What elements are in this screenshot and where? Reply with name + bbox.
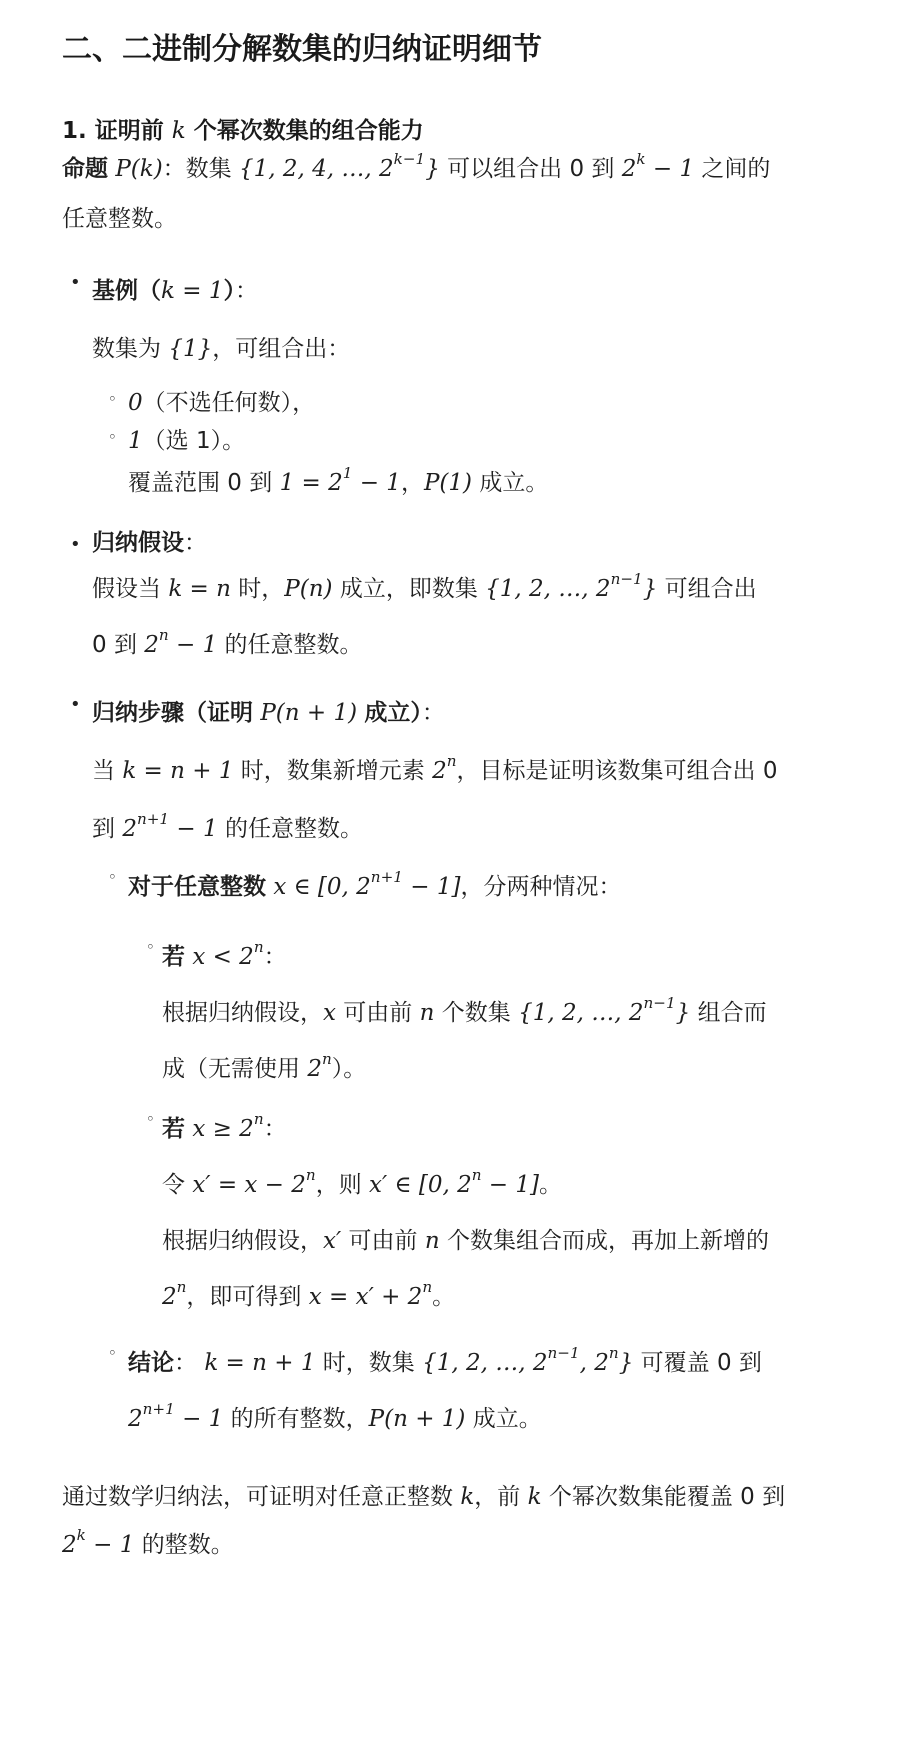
base-bullet: • <box>70 272 81 293</box>
base-cover <box>128 463 549 498</box>
base-label-end: ） <box>223 278 235 304</box>
case2-line-3 <box>162 1277 456 1312</box>
step-bound-tail: − 1 <box>169 816 218 842</box>
hypothesis-line-2 <box>92 625 363 660</box>
base-item-2-bullet: ◦ <box>108 428 117 446</box>
case1-line-1 <box>162 993 767 1028</box>
case1-line-1-a: 根据归纳假设， <box>162 1000 323 1026</box>
case1-line-1-b: 可由前 <box>343 1000 413 1026</box>
proposition-name: P(k) <box>115 156 163 182</box>
conclusion-p: P(n + 1) <box>368 1406 466 1432</box>
base-cover-math <box>279 463 401 496</box>
step-line-1 <box>92 751 778 786</box>
step-label-a: 归纳步骤（证明 <box>92 700 253 726</box>
case1-set-close: } <box>675 1000 691 1026</box>
case2-n: n <box>424 1228 440 1254</box>
conclusion-bound-base: 2 <box>128 1406 143 1432</box>
hypothesis-set <box>485 569 658 602</box>
subsection-title <box>62 112 424 145</box>
base-cover-tail: − 1 <box>352 470 401 496</box>
hypothesis-set-close: } <box>642 576 658 602</box>
any-math-exp: n+1 <box>370 867 403 886</box>
case2-x: x′ <box>323 1228 342 1254</box>
base-item-1-note: （不选任何数）， <box>142 390 316 416</box>
closing-k: k <box>460 1484 475 1510</box>
proposition-line-1 <box>62 149 771 184</box>
case2-math-exp: n <box>253 1109 264 1128</box>
base-cover-a: 覆盖范围 0 到 <box>128 470 273 496</box>
case1-set-body: {1, 2, …, 2 <box>518 1000 644 1026</box>
hypothesis-bound-base: 2 <box>144 632 159 658</box>
conclusion-set <box>422 1343 634 1376</box>
subsection-title-suffix: 个幂次数集的组合能力 <box>193 118 424 144</box>
proposition-set-close: } <box>425 156 440 182</box>
case2-power-exp: n <box>176 1277 187 1296</box>
base-item-1-value: 0 <box>128 390 143 416</box>
proposition-set <box>238 149 440 182</box>
case2-m3 <box>308 1277 433 1310</box>
case2-label: 若 <box>162 1116 185 1142</box>
case2-line-1-c: 。 <box>538 1172 562 1198</box>
case1-line-2-b: ）。 <box>331 1056 367 1082</box>
conclusion-bound-exp: n+1 <box>142 1399 175 1418</box>
step-new-element-exp: n <box>446 751 457 770</box>
closing-line-2-a: 的整数。 <box>141 1532 234 1558</box>
base-cover-b: ， <box>400 470 424 496</box>
step-line-1-c: ，目标是证明该数集可组合出 0 <box>456 758 778 784</box>
hypothesis-bound <box>144 625 218 658</box>
case1-heading <box>162 937 287 972</box>
case1-line-1-c: 个数集 <box>441 1000 511 1026</box>
step-bullet: • <box>70 694 81 715</box>
subsection-title-var: k <box>171 118 186 144</box>
case2-m1-exp: n <box>305 1165 316 1184</box>
hypothesis-line-1-d: 可组合出 <box>664 576 757 602</box>
proposition-set-exp: k−1 <box>393 149 426 168</box>
conclusion-set-mid: , 2 <box>579 1350 609 1376</box>
proposition-bound-base: 2 <box>621 156 637 182</box>
base-item-2 <box>128 428 245 456</box>
proposition-bound <box>621 149 695 182</box>
subsection-title-prefix: 1. 证明前 <box>62 118 164 144</box>
closing-line-1-a: 通过数学归纳法，可证明对任意正整数 <box>62 1484 453 1510</box>
conclusion-bound-tail: − 1 <box>174 1406 224 1432</box>
conclusion-set-exp-2: n <box>608 1343 619 1362</box>
case2-m2 <box>369 1165 539 1198</box>
any-math-body: x ∈ [0, 2 <box>273 874 371 900</box>
proposition-text-2: 可以组合出 0 到 <box>447 156 615 182</box>
proposition-text-3: 之间的 <box>701 156 771 182</box>
base-cover-p: P(1) <box>423 470 472 496</box>
case2-line-1-a: 令 <box>162 1172 185 1198</box>
step-line-1-b: 时，数集新增元素 <box>240 758 425 784</box>
case2-m2-body: x′ ∈ [0, 2 <box>369 1172 472 1198</box>
case2-line-3-a: ，即可得到 <box>186 1284 302 1310</box>
hypothesis-bound-tail: − 1 <box>168 632 218 658</box>
conclusion-set-close: } <box>618 1350 634 1376</box>
step-line-2-a: 到 <box>92 816 115 842</box>
conclusion-text-a: 时，数集 <box>322 1350 415 1376</box>
case1-line-2-a: 成（无需使用 <box>162 1056 300 1082</box>
base-label: 基例（ <box>92 278 161 304</box>
case1-power-base: 2 <box>307 1056 322 1082</box>
step-bound <box>122 809 218 842</box>
step-cond: k = n + 1 <box>122 758 234 784</box>
case2-line-2-a: 根据归纳假设， <box>162 1228 323 1254</box>
conclusion-bullet: ◦ <box>108 1344 117 1362</box>
step-new-element <box>432 751 457 784</box>
conclusion-line-2-b: 成立。 <box>472 1406 542 1432</box>
case1-power-exp: n <box>321 1049 332 1068</box>
step-label-b: 成立） <box>364 700 422 726</box>
case2-m2-tail: − 1] <box>481 1172 539 1198</box>
case1-math <box>192 937 264 970</box>
proposition-set-body: {1, 2, 4, …, 2 <box>238 156 394 182</box>
conclusion-bound <box>128 1399 224 1432</box>
hypothesis-line-1-c: 成立，即数集 <box>339 576 478 602</box>
closing-line-1-c: 个幂次数集能覆盖 0 到 <box>548 1484 786 1510</box>
hypothesis-heading <box>92 530 207 558</box>
base-cover-exp: 1 <box>342 463 353 482</box>
proposition-label: 命题 <box>62 156 108 182</box>
conclusion-text-b: 可覆盖 0 到 <box>640 1350 762 1376</box>
hypothesis-line-1-a: 假设当 <box>92 576 161 602</box>
case2-line-3-b: 。 <box>432 1284 456 1310</box>
base-item-2-note: （选 1）。 <box>142 428 246 454</box>
case2-line-1 <box>162 1165 562 1200</box>
base-intro-a: 数集为 <box>92 336 161 362</box>
section-heading: 二、二进制分解数集的归纳证明细节 <box>62 32 542 67</box>
case2-m2-exp: n <box>471 1165 482 1184</box>
base-intro-b: ，可组合出： <box>212 336 351 362</box>
closing-bound-exp: k <box>76 1525 86 1544</box>
case1-set-exp: n−1 <box>643 993 676 1012</box>
step-heading <box>92 700 445 728</box>
closing-line-1 <box>62 1484 785 1512</box>
case1-n: n <box>419 1000 435 1026</box>
hypothesis-colon: ： <box>184 530 207 556</box>
base-colon: ： <box>234 278 258 304</box>
case2-line-2 <box>162 1228 769 1256</box>
base-intro <box>92 336 350 364</box>
hypothesis-line-1-b: 时， <box>238 576 285 602</box>
proposition-bound-exp: k <box>636 149 646 168</box>
conclusion-set-body: {1, 2, …, 2 <box>422 1350 548 1376</box>
hypothesis-set-exp: n−1 <box>610 569 643 588</box>
case2-heading <box>162 1109 287 1144</box>
case2-power-base: 2 <box>162 1284 177 1310</box>
case2-colon: ： <box>263 1116 287 1142</box>
proposition-text-1: ：数集 <box>162 156 232 182</box>
any-math <box>273 867 461 900</box>
step-new-element-base: 2 <box>432 758 447 784</box>
hypothesis-line-2-b: 的任意整数。 <box>224 632 363 658</box>
base-heading <box>92 278 258 306</box>
case1-x: x <box>323 1000 336 1026</box>
base-cover-c: 成立。 <box>479 470 549 496</box>
step-bound-base: 2 <box>122 816 137 842</box>
conclusion-colon: ： <box>174 1350 197 1376</box>
hypothesis-label: 归纳假设 <box>92 530 184 556</box>
case2-m3-body: x = x′ + 2 <box>308 1284 423 1310</box>
any-math-tail: − 1] <box>402 874 461 900</box>
base-item-2-value: 1 <box>128 428 143 454</box>
conclusion-line-2 <box>128 1399 542 1434</box>
any-text: ，分两种情况： <box>460 874 622 900</box>
closing-line-2 <box>62 1525 234 1560</box>
case2-m1 <box>192 1165 316 1198</box>
case1-set <box>518 993 691 1026</box>
conclusion-line-2-a: 的所有整数， <box>230 1406 369 1432</box>
conclusion-label: 结论 <box>128 1350 174 1376</box>
closing-bound-base: 2 <box>62 1532 77 1558</box>
case1-colon: ： <box>263 944 287 970</box>
hypothesis-bound-exp: n <box>158 625 169 644</box>
case2-line-1-b: ，则 <box>315 1172 362 1198</box>
closing-k-2: k <box>527 1484 542 1510</box>
conclusion-cond: k = n + 1 <box>204 1350 316 1376</box>
case2-math <box>192 1109 264 1142</box>
any-label: 对于任意整数 <box>128 874 266 900</box>
case2-line-2-b: 可由前 <box>348 1228 418 1254</box>
conclusion-set-exp: n−1 <box>547 1343 580 1362</box>
case1-label: 若 <box>162 944 185 970</box>
case1-line-2 <box>162 1049 367 1084</box>
hypothesis-cond: k = n <box>168 576 231 602</box>
hypothesis-bullet: • <box>70 534 81 555</box>
step-colon: ： <box>421 700 445 726</box>
conclusion-line-1 <box>128 1343 762 1378</box>
case1-power <box>307 1049 332 1082</box>
base-cond: k = 1 <box>161 278 224 304</box>
case2-line-2-c: 个数集组合而成，再加上新增的 <box>446 1228 769 1254</box>
hypothesis-line-1 <box>92 569 757 604</box>
base-intro-set: {1} <box>168 336 213 362</box>
case2-math-body: x ≥ 2 <box>192 1116 254 1142</box>
closing-bound-tail: − 1 <box>85 1532 135 1558</box>
hypothesis-set-body: {1, 2, …, 2 <box>485 576 611 602</box>
case1-bullet: ◦ <box>146 938 155 956</box>
any-integer-line <box>128 867 622 902</box>
hypothesis-line-2-a: 0 到 <box>92 632 137 658</box>
step-line-1-a: 当 <box>92 758 115 784</box>
case2-bullet: ◦ <box>146 1110 155 1128</box>
base-item-1-bullet: ◦ <box>108 390 117 408</box>
case1-math-exp: n <box>253 937 264 956</box>
case2-power <box>162 1277 187 1310</box>
proposition-bound-tail: − 1 <box>645 156 695 182</box>
base-item-1 <box>128 390 315 418</box>
step-line-2 <box>92 809 363 844</box>
step-bound-exp: n+1 <box>136 809 170 828</box>
closing-bound <box>62 1525 135 1558</box>
step-label-p: P(n + 1) <box>260 700 358 726</box>
case2-m3-exp: n <box>422 1277 433 1296</box>
case1-line-1-d: 组合而 <box>697 1000 767 1026</box>
case2-m1-body: x′ = x − 2 <box>192 1172 306 1198</box>
any-bullet: ◦ <box>108 868 117 886</box>
proposition-line-2: 任意整数。 <box>62 206 177 232</box>
hypothesis-p: P(n) <box>284 576 333 602</box>
step-line-2-b: 的任意整数。 <box>224 816 363 842</box>
base-cover-math-body: 1 = 2 <box>279 470 343 496</box>
case1-math-body: x < 2 <box>192 944 254 970</box>
closing-line-1-b: ，前 <box>474 1484 521 1510</box>
